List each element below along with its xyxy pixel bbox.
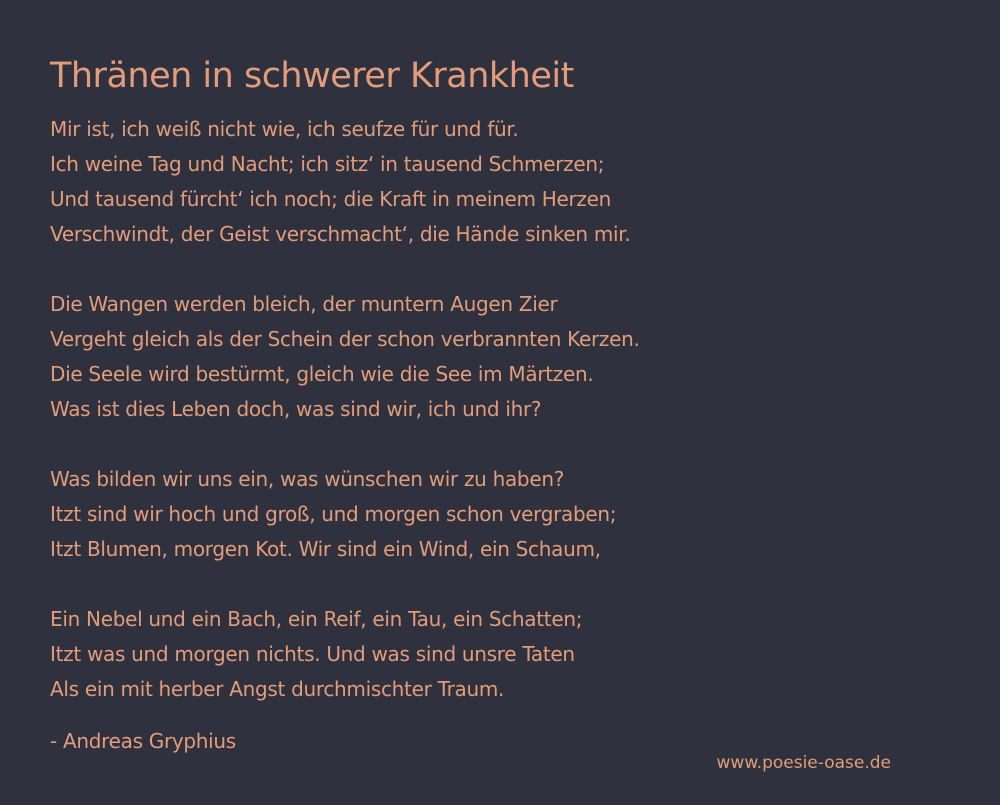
poem-author: - Andreas Gryphius xyxy=(50,729,236,753)
stanza-1 xyxy=(50,112,950,252)
poem-line: Itzt was und morgen nichts. Und was sind unsre Taten xyxy=(50,642,575,666)
stanza-2 xyxy=(50,287,950,427)
poem-line: Was ist dies Leben doch, was sind wir, ich und ihr? xyxy=(50,397,542,421)
stanza-4 xyxy=(50,602,950,707)
poem-line: Itzt Blumen, morgen Kot. Wir sind ein Wind, ein Schaum, xyxy=(50,537,601,561)
poem-body xyxy=(50,112,950,742)
poem-line: Ein Nebel und ein Bach, ein Reif, ein Tau, ein Schatten; xyxy=(50,607,583,631)
poem-line: Itzt sind wir hoch und groß, und morgen schon vergraben; xyxy=(50,502,617,526)
poem-line: Die Seele wird bestürmt, gleich wie die See im Märtzen. xyxy=(50,362,594,386)
poem-line: Was bilden wir uns ein, was wünschen wir zu haben? xyxy=(50,467,565,491)
poem-line: Die Wangen werden bleich, der muntern Augen Zier xyxy=(50,292,558,316)
stanza-3 xyxy=(50,462,950,567)
poem-title: Thränen in schwerer Krankheit xyxy=(50,56,574,96)
poem-line: Mir ist, ich weiß nicht wie, ich seufze für und für. xyxy=(50,117,519,141)
poem-line: Als ein mit herber Angst durchmischter Traum. xyxy=(50,677,505,701)
poem-line: Und tausend fürcht‘ ich noch; die Kraft in meinem Herzen xyxy=(50,187,611,211)
poem-line: Vergeht gleich als der Schein der schon verbrannten Kerzen. xyxy=(50,327,640,351)
website-url: www.poesie-oase.de xyxy=(716,753,891,773)
poem-line: Ich weine Tag und Nacht; ich sitz‘ in tausend Schmerzen; xyxy=(50,152,605,176)
poem-line: Verschwindt, der Geist verschmacht‘, die Hände sinken mir. xyxy=(50,222,631,246)
